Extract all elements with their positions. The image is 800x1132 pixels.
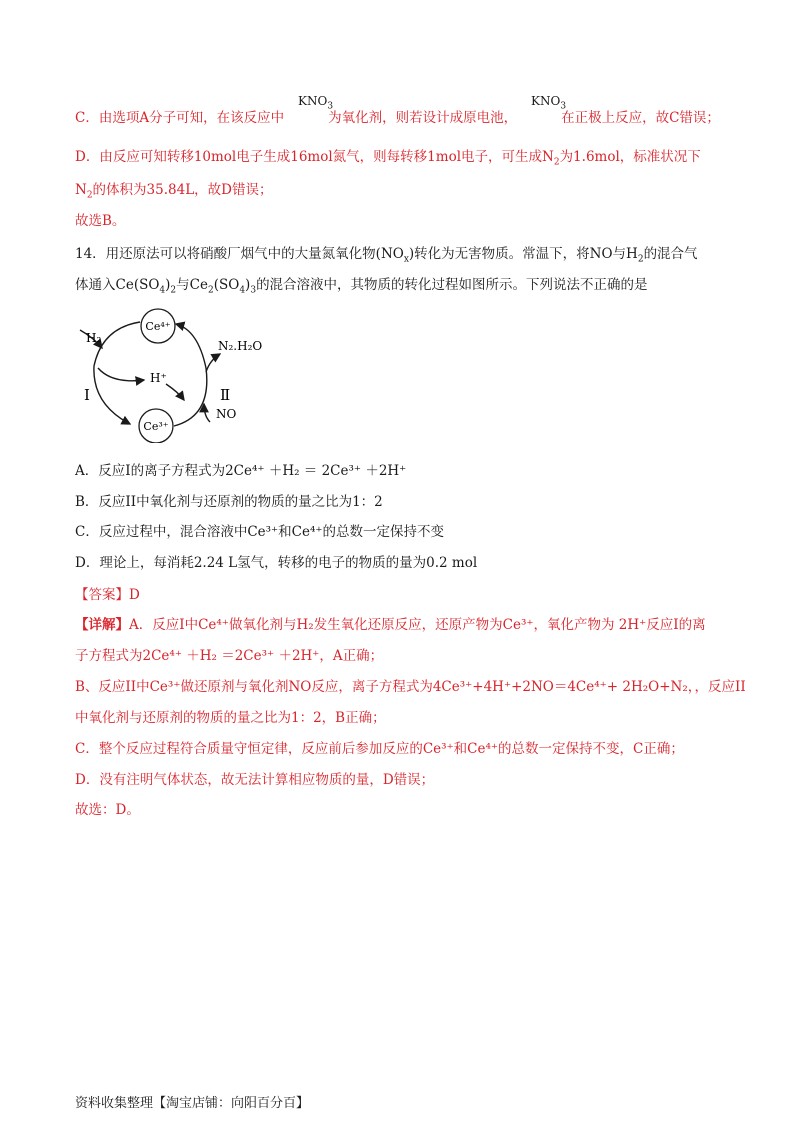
option-c: C．反应过程中，混合溶液中Ce³⁺和Ce⁴⁺的总数一定保持不变 <box>75 524 445 540</box>
products-arrow <box>206 354 220 372</box>
explain-line1 <box>75 615 760 635</box>
right-arc <box>174 324 207 426</box>
reaction-i-label: I <box>84 386 90 404</box>
prev-d1-text-b: 为1.6mol，标准状况下 <box>559 149 701 165</box>
explain-line4: 中氧化剂与还原剂的物质的量之比为1：2，B正确； <box>75 710 386 726</box>
prev-c-text-a: C．由选项A分子可知，在该反应中 <box>75 110 285 126</box>
question-line2: 体通入$Ce(SO_4)_2$与$Ce_2(SO_4)_3$的混合溶液中，其物质的转化过程如图所示。下列说法不正确的是 <box>75 277 648 296</box>
explain-line5: C．整个反应过程符合质量守恒定律，反应前后参加反应的Ce³⁺和Ce⁴⁺的总数一定保持不变，C正确； <box>75 741 684 757</box>
question-line1: 14．用还原法可以将硝酸厂烟气中的大量氮氧化物$(NO_x)$转化为无害物质。常温下，将NO与$H_2$的混合气 <box>75 246 698 265</box>
question-text-c: 的混合气 <box>643 246 698 262</box>
no-arrow <box>204 404 210 422</box>
prev-d2-text-b: 的体积为35.84L，故D错误； <box>92 182 273 198</box>
prev-d1-text-a: D．由反应可知转移10mol电子生成16mol氮气，则每转移1mol电子，可生成N <box>75 149 554 165</box>
question2-text-a: 体通入Ce(SO <box>75 277 160 293</box>
reaction-cycle-diagram <box>72 308 302 443</box>
no-label: NO <box>216 407 237 421</box>
explain-line3: B、反应II中Ce³⁺做还原剂与氧化剂NO反应，离子方程式为4Ce³⁺+4H⁺+2NO＝4Ce⁴⁺+ 2H₂O+N₂，，反应II <box>75 679 746 695</box>
ce4-label: Ce⁴⁺ <box>145 320 171 333</box>
ce3-label: Ce³⁺ <box>143 420 169 433</box>
footer-source: 资料收集整理【淘宝店铺：向阳百分百】 <box>75 1096 310 1111</box>
option-a: A．反应I的离子方程式为2Ce⁴⁺ ＋H₂ ＝ 2Ce³⁺ ＋2H⁺ <box>75 463 407 479</box>
explain-line6: D．没有注明气体状态，故无法计算相应物质的量，D错误； <box>75 772 435 788</box>
explain-line7: 故选：D。 <box>75 802 140 818</box>
answer-label: 【答案】D <box>75 587 140 603</box>
question-text-a: 14．用还原法可以将硝酸厂烟气中的大量氮氧化物(NO <box>75 246 404 262</box>
option-b: B．反应II中氧化剂与还原剂的物质的量之比为1：2 <box>75 494 383 510</box>
prev-d2-text-a: N <box>75 182 87 198</box>
question2-text-f: 的混合溶液中，其物质的转化过程如图所示。下列说法不正确的是 <box>256 277 648 293</box>
explain-label: 【详解】 <box>75 617 129 633</box>
prev-answer: 故选B。 <box>75 213 126 229</box>
h-plus-arrow <box>98 368 144 381</box>
h2-label: H₂ <box>86 331 102 345</box>
prev-c-text-b: 为氧化剂，则若设计成原电池， <box>328 110 518 126</box>
option-d: D．理论上，每消耗2.24 L氢气，转移的电子的物质的量为0.2 mol <box>75 555 478 571</box>
h-plus-to-right-arrow <box>166 384 184 400</box>
kno3-formula-2: $KNO_3$ <box>531 94 567 112</box>
h-plus-label: H⁺ <box>150 371 167 385</box>
question2-text-c: 与Ce <box>176 277 208 293</box>
explain-text-1: A．反应I中Ce⁴⁺做氧化剂与H₂发生氧化还原反应，还原产物为Ce³⁺，氧化产物为 2H⁺反应I的离 <box>129 617 706 633</box>
question2-text-d: (SO <box>213 277 240 293</box>
prev-option-c <box>75 108 760 128</box>
products-label: N₂.H₂O <box>218 339 263 353</box>
kno3-formula-1: $KNO_3$ <box>298 94 334 112</box>
explain-line2: 子方程式为2Ce⁴⁺ ＋H₂ ＝2Ce³⁺ ＋2H⁺，A正确； <box>75 648 384 664</box>
prev-option-d-line2: $N_2$的体积为35.84L，故D错误； <box>75 182 273 201</box>
question2-text-b: ) <box>165 277 171 293</box>
question-text-b: )转化为无害物质。常温下，将NO与H <box>408 246 638 262</box>
question2-text-e: ) <box>245 277 251 293</box>
prev-option-d-line1: D．由反应可知转移10mol电子生成16mol氮气，则每转移1mol电子，可生成$N_2$为1.6mol，标准状况下 <box>75 149 701 168</box>
reaction-ii-label: Ⅱ <box>220 386 231 404</box>
prev-c-text-c: 在正极上反应，故C错误； <box>561 110 720 126</box>
